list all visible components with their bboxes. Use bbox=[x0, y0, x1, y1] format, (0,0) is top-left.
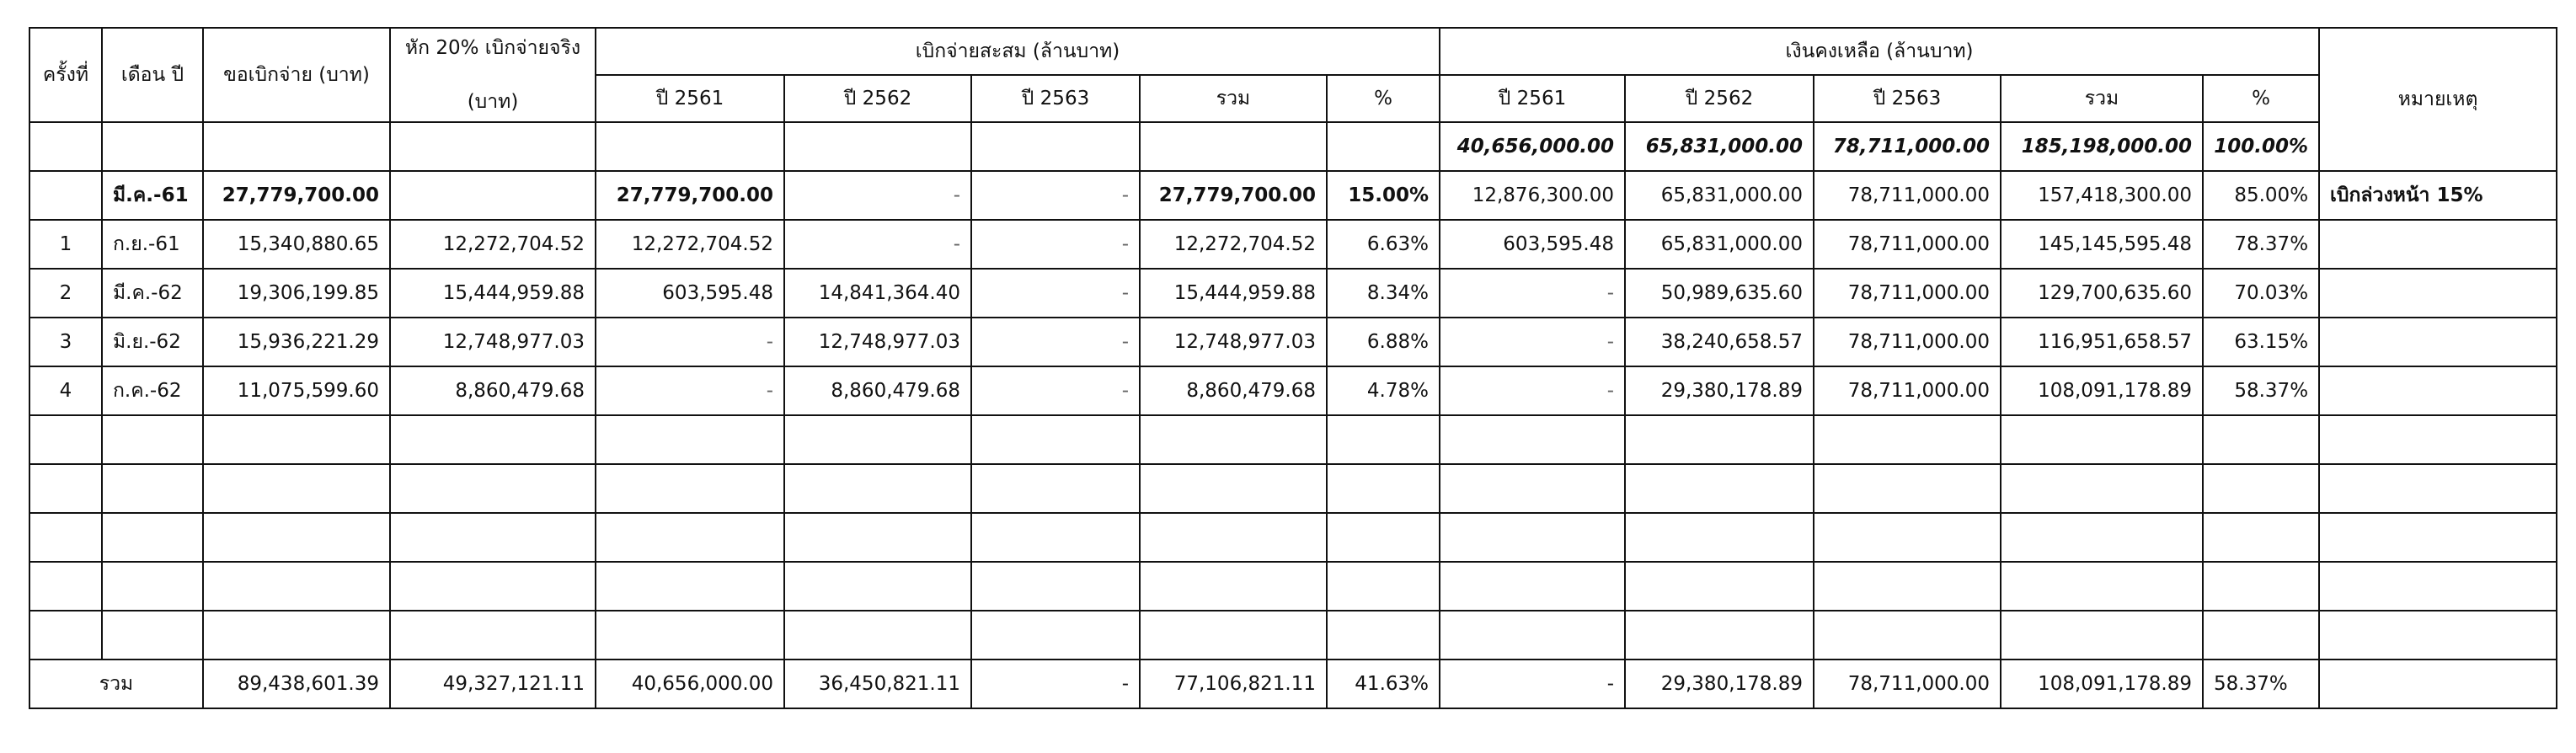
total-bal-pct: 58.37% bbox=[2203, 660, 2319, 708]
cell-bal-pct: 58.37% bbox=[2203, 366, 2319, 415]
cell-bal-2563: 78,711,000.00 bbox=[1814, 318, 2001, 366]
cell-bal-pct: 70.03% bbox=[2203, 269, 2319, 318]
advance-bal-total: 157,418,300.00 bbox=[2001, 171, 2203, 220]
table-row bbox=[29, 269, 2557, 318]
header-row-1 bbox=[29, 28, 2557, 75]
total-bal-2563: 78,711,000.00 bbox=[1814, 660, 2001, 708]
cell-cum-2563: - bbox=[971, 366, 1140, 415]
table-row bbox=[29, 366, 2557, 415]
budget-bal-2562: 65,831,000.00 bbox=[1625, 122, 1814, 171]
cell-cum-2562: 12,748,977.03 bbox=[784, 318, 971, 366]
cell-cum-2562: 8,860,479.68 bbox=[784, 366, 971, 415]
header-bal-total: รวม bbox=[2001, 75, 2203, 122]
cell-month: ก.ย.-61 bbox=[102, 220, 203, 269]
cell-bal-pct: 78.37% bbox=[2203, 220, 2319, 269]
cell-bal-2562: 50,989,635.60 bbox=[1625, 269, 1814, 318]
cell-cum-total: 12,272,704.52 bbox=[1140, 220, 1327, 269]
empty-row bbox=[29, 464, 2557, 513]
advance-bal-2562: 65,831,000.00 bbox=[1625, 171, 1814, 220]
cell-month: มิ.ย.-62 bbox=[102, 318, 203, 366]
cell-bal-2563: 78,711,000.00 bbox=[1814, 269, 2001, 318]
cell-actual: 12,272,704.52 bbox=[390, 220, 596, 269]
total-request: 89,438,601.39 bbox=[203, 660, 390, 708]
total-cum-2563: - bbox=[971, 660, 1140, 708]
header-month: เดือน ปี bbox=[102, 28, 203, 122]
budget-bal-2563: 78,711,000.00 bbox=[1814, 122, 2001, 171]
advance-cum-total: 27,779,700.00 bbox=[1140, 171, 1327, 220]
header-cum-2563: ปี 2563 bbox=[971, 75, 1140, 122]
empty-row bbox=[29, 611, 2557, 660]
cell-cum-pct: 6.88% bbox=[1327, 318, 1440, 366]
cell-remark bbox=[2319, 220, 2557, 269]
cell-cum-2563: - bbox=[971, 318, 1140, 366]
cell-cum-2561: - bbox=[596, 366, 784, 415]
cell-actual: 12,748,977.03 bbox=[390, 318, 596, 366]
total-cum-2562: 36,450,821.11 bbox=[784, 660, 971, 708]
total-actual: 49,327,121.11 bbox=[390, 660, 596, 708]
cell-request: 15,340,880.65 bbox=[203, 220, 390, 269]
header-bal-2563: ปี 2563 bbox=[1814, 75, 2001, 122]
header-actual bbox=[390, 28, 596, 122]
header-actual-line2: (บาท) bbox=[467, 91, 519, 113]
advance-cum-2563: - bbox=[971, 171, 1140, 220]
cell-cum-2562: 14,841,364.40 bbox=[784, 269, 971, 318]
budget-row bbox=[29, 122, 2557, 171]
advance-actual bbox=[390, 171, 596, 220]
advance-request: 27,779,700.00 bbox=[203, 171, 390, 220]
table-row bbox=[29, 318, 2557, 366]
header-cum-2561: ปี 2561 bbox=[596, 75, 784, 122]
table-row bbox=[29, 220, 2557, 269]
cell-cum-2563: - bbox=[971, 220, 1140, 269]
cell-remark bbox=[2319, 366, 2557, 415]
header-balance-group: เงินคงเหลือ (ล้านบาท) bbox=[1440, 28, 2319, 75]
total-cum-2561: 40,656,000.00 bbox=[596, 660, 784, 708]
cell-cum-total: 12,748,977.03 bbox=[1140, 318, 1327, 366]
cell-bal-total: 116,951,658.57 bbox=[2001, 318, 2203, 366]
cell-bal-2563: 78,711,000.00 bbox=[1814, 220, 2001, 269]
cell-month: มี.ค.-62 bbox=[102, 269, 203, 318]
cell-remark bbox=[2319, 318, 2557, 366]
budget-bal-2561: 40,656,000.00 bbox=[1440, 122, 1625, 171]
header-actual-line1: หัก 20% เบิกจ่ายจริง bbox=[404, 37, 581, 59]
advance-bal-pct: 85.00% bbox=[2203, 171, 2319, 220]
cell-bal-2561: - bbox=[1440, 366, 1625, 415]
cell-cum-2563: - bbox=[971, 269, 1140, 318]
cell-request: 19,306,199.85 bbox=[203, 269, 390, 318]
advance-bal-2561: 12,876,300.00 bbox=[1440, 171, 1625, 220]
total-cum-pct: 41.63% bbox=[1327, 660, 1440, 708]
budget-bal-total: 185,198,000.00 bbox=[2001, 122, 2203, 171]
total-label: รวม bbox=[29, 660, 203, 708]
header-bal-2561: ปี 2561 bbox=[1440, 75, 1625, 122]
empty-row bbox=[29, 562, 2557, 611]
cell-month: ก.ค.-62 bbox=[102, 366, 203, 415]
header-cum-pct: % bbox=[1327, 75, 1440, 122]
advance-row bbox=[29, 171, 2557, 220]
cell-request: 11,075,599.60 bbox=[203, 366, 390, 415]
cell-bal-2563: 78,711,000.00 bbox=[1814, 366, 2001, 415]
cell-cum-2561: 603,595.48 bbox=[596, 269, 784, 318]
cell-bal-2561: - bbox=[1440, 269, 1625, 318]
header-no: ครั้งที่ bbox=[29, 28, 102, 122]
cell-cum-pct: 8.34% bbox=[1327, 269, 1440, 318]
cell-actual: 8,860,479.68 bbox=[390, 366, 596, 415]
advance-cum-2562: - bbox=[784, 171, 971, 220]
disbursement-table bbox=[29, 27, 2557, 709]
cell-bal-total: 145,145,595.48 bbox=[2001, 220, 2203, 269]
cell-remark bbox=[2319, 269, 2557, 318]
cell-cum-pct: 4.78% bbox=[1327, 366, 1440, 415]
cell-actual: 15,444,959.88 bbox=[390, 269, 596, 318]
cell-cum-total: 8,860,479.68 bbox=[1140, 366, 1327, 415]
cell-bal-2562: 65,831,000.00 bbox=[1625, 220, 1814, 269]
total-cum-total: 77,106,821.11 bbox=[1140, 660, 1327, 708]
total-bal-2561: - bbox=[1440, 660, 1625, 708]
cell-no: 2 bbox=[29, 269, 102, 318]
cell-no: 3 bbox=[29, 318, 102, 366]
cell-request: 15,936,221.29 bbox=[203, 318, 390, 366]
empty-row bbox=[29, 415, 2557, 464]
cell-cum-total: 15,444,959.88 bbox=[1140, 269, 1327, 318]
advance-cum-2561: 27,779,700.00 bbox=[596, 171, 784, 220]
cell-bal-pct: 63.15% bbox=[2203, 318, 2319, 366]
cell-bal-2562: 38,240,658.57 bbox=[1625, 318, 1814, 366]
cell-no: 4 bbox=[29, 366, 102, 415]
advance-bal-2563: 78,711,000.00 bbox=[1814, 171, 2001, 220]
header-cum-2562: ปี 2562 bbox=[784, 75, 971, 122]
total-bal-total: 108,091,178.89 bbox=[2001, 660, 2203, 708]
cell-no: 1 bbox=[29, 220, 102, 269]
header-cum-total: รวม bbox=[1140, 75, 1327, 122]
cell-bal-2562: 29,380,178.89 bbox=[1625, 366, 1814, 415]
header-remark: หมายเหตุ bbox=[2319, 28, 2557, 171]
advance-remark: เบิกล่วงหน้า 15% bbox=[2319, 171, 2557, 220]
advance-cum-pct: 15.00% bbox=[1327, 171, 1440, 220]
empty-row bbox=[29, 513, 2557, 562]
cell-bal-2561: - bbox=[1440, 318, 1625, 366]
header-request: ขอเบิกจ่าย (บาท) bbox=[203, 28, 390, 122]
header-cumulative-group: เบิกจ่ายสะสม (ล้านบาท) bbox=[596, 28, 1440, 75]
total-row bbox=[29, 660, 2557, 708]
cell-cum-pct: 6.63% bbox=[1327, 220, 1440, 269]
cell-cum-2562: - bbox=[784, 220, 971, 269]
total-bal-2562: 29,380,178.89 bbox=[1625, 660, 1814, 708]
cell-cum-2561: 12,272,704.52 bbox=[596, 220, 784, 269]
budget-bal-pct: 100.00% bbox=[2203, 122, 2319, 171]
header-bal-2562: ปี 2562 bbox=[1625, 75, 1814, 122]
advance-month: มี.ค.-61 bbox=[102, 171, 203, 220]
cell-cum-2561: - bbox=[596, 318, 784, 366]
cell-bal-2561: 603,595.48 bbox=[1440, 220, 1625, 269]
header-bal-pct: % bbox=[2203, 75, 2319, 122]
cell-bal-total: 129,700,635.60 bbox=[2001, 269, 2203, 318]
cell-bal-total: 108,091,178.89 bbox=[2001, 366, 2203, 415]
